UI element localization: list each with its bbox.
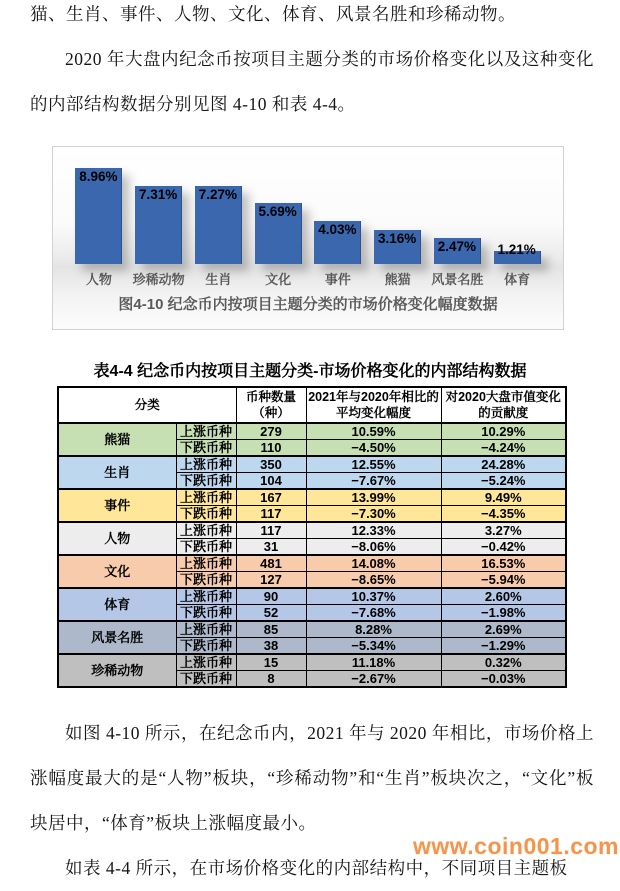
figure-4-10: [52, 146, 564, 330]
change-cell: −8.65%: [306, 572, 441, 589]
chart-bar-2: [135, 186, 182, 264]
sub-label-cell: 上涨币种: [176, 654, 236, 671]
sub-label-cell: 下跌币种: [176, 638, 236, 655]
count-cell: 481: [236, 555, 306, 572]
bar-category-label: 人物: [85, 272, 112, 287]
change-cell: 14.08%: [306, 555, 441, 572]
contribution-cell: 9.49%: [441, 489, 566, 506]
change-cell: −8.06%: [306, 539, 441, 556]
contribution-cell: 24.28%: [441, 456, 566, 473]
change-cell: −5.34%: [306, 638, 441, 655]
contribution-cell: −0.03%: [441, 671, 566, 688]
count-cell: 117: [236, 506, 306, 523]
bar-slot: [189, 147, 249, 264]
category-cell: 体育: [58, 588, 176, 621]
change-cell: 11.18%: [306, 654, 441, 671]
chart-bar-8: [494, 242, 541, 264]
header-change: 2021年与2020年相比的平均变化幅度: [306, 387, 441, 423]
change-cell: 8.28%: [306, 621, 441, 638]
bar-chart-plot: [69, 147, 547, 264]
data-table: [57, 386, 567, 688]
contribution-cell: 2.69%: [441, 621, 566, 638]
contribution-cell: −0.42%: [441, 539, 566, 556]
sub-label-cell: 上涨币种: [176, 588, 236, 605]
category-cell: 事件: [58, 489, 176, 522]
bar-slot: [308, 147, 368, 264]
header-contribution: 对2020大盘市值变化的贡献度: [441, 387, 566, 423]
bar-category-label: 熊猫: [384, 272, 411, 287]
contribution-cell: −5.24%: [441, 473, 566, 490]
sub-label-cell: 上涨币种: [176, 621, 236, 638]
paragraph-continuation: 猫、生肖、事件、人物、文化、体育、风景名胜和珍稀动物。: [30, 4, 516, 24]
contribution-cell: −1.29%: [441, 638, 566, 655]
count-cell: 127: [236, 572, 306, 589]
contribution-cell: −4.35%: [441, 506, 566, 523]
count-cell: 52: [236, 605, 306, 622]
bar-category-label: 珍稀动物: [132, 272, 185, 287]
count-cell: 8: [236, 671, 306, 688]
bar-category-label: 体育: [504, 272, 531, 287]
sub-label-cell: 上涨币种: [176, 522, 236, 539]
header-count: 币种数量（种）: [236, 387, 306, 423]
category-cell: 生肖: [58, 456, 176, 489]
chart-bar-7: [434, 238, 481, 264]
bar-value-label: 8.96%: [79, 169, 118, 184]
bar-value-label: 4.03%: [318, 222, 357, 237]
table-row-up: [58, 654, 566, 671]
bar-value-label: 5.69%: [258, 204, 297, 219]
change-cell: −7.68%: [306, 605, 441, 622]
contribution-cell: 2.60%: [441, 588, 566, 605]
change-cell: −2.67%: [306, 671, 441, 688]
contribution-cell: 10.29%: [441, 423, 566, 440]
bar-slot: [248, 147, 308, 264]
sub-label-cell: 下跌币种: [176, 572, 236, 589]
change-cell: −7.30%: [306, 506, 441, 523]
category-cell: 风景名胜: [58, 621, 176, 654]
table-row-up: [58, 456, 566, 473]
figure-caption: 图4-10 纪念币内按项目主题分类的市场价格变化幅度数据: [118, 296, 498, 313]
count-cell: 90: [236, 588, 306, 605]
category-cell: 人物: [58, 522, 176, 555]
category-cell: 文化: [58, 555, 176, 588]
chart-bar-1: [75, 168, 122, 264]
contribution-cell: −4.24%: [441, 440, 566, 457]
top-text-block: [30, 0, 594, 127]
sub-label-cell: 下跌币种: [176, 671, 236, 688]
bar-category-label: 生肖: [205, 272, 232, 287]
count-cell: 15: [236, 654, 306, 671]
count-cell: 85: [236, 621, 306, 638]
chart-bar-4: [255, 203, 302, 264]
count-cell: 38: [236, 638, 306, 655]
change-cell: −4.50%: [306, 440, 441, 457]
change-cell: 12.33%: [306, 522, 441, 539]
count-cell: 117: [236, 522, 306, 539]
change-cell: 10.37%: [306, 588, 441, 605]
change-cell: 10.59%: [306, 423, 441, 440]
count-cell: 104: [236, 473, 306, 490]
sub-label-cell: 下跌币种: [176, 605, 236, 622]
paragraph-figure-analysis: 如图 4-10 所示，在纪念币内，2021 年与 2020 年相比，市场价格上涨幅度最大的是“人物”板块，“珍稀动物”和“生肖”板块次之，“文化”板块居中，“体育”板块上涨幅度最小。: [30, 723, 594, 833]
sub-label-cell: 下跌币种: [176, 539, 236, 556]
table-row-up: [58, 555, 566, 572]
paragraph-table-analysis: 如表 4-4 所示，在市场价格变化的内部结构中，不同项目主题板: [65, 858, 568, 878]
bar-value-label: 2.47%: [437, 239, 477, 254]
chart-bar-5: [314, 221, 361, 264]
bar-value-label: 7.31%: [138, 187, 178, 202]
sub-label-cell: 上涨币种: [176, 555, 236, 572]
count-cell: 279: [236, 423, 306, 440]
bar-slot: [368, 147, 428, 264]
category-cell: 珍稀动物: [58, 654, 176, 687]
bar-slot: [129, 147, 189, 264]
table-header-row: [58, 387, 566, 423]
chart-bar-3: [195, 186, 242, 264]
count-cell: 350: [236, 456, 306, 473]
watermark: www.coin001.com: [412, 833, 619, 859]
change-cell: −7.67%: [306, 473, 441, 490]
table-row-up: [58, 621, 566, 638]
contribution-cell: 3.27%: [441, 522, 566, 539]
table-row-up: [58, 489, 566, 506]
contribution-cell: 16.53%: [441, 555, 566, 572]
sub-label-cell: 上涨币种: [176, 456, 236, 473]
bar-slot: [428, 147, 488, 264]
contribution-cell: −1.98%: [441, 605, 566, 622]
bottom-text-block: [30, 711, 594, 891]
sub-label-cell: 上涨币种: [176, 489, 236, 506]
contribution-cell: −5.94%: [441, 572, 566, 589]
header-category: 分类: [58, 387, 236, 423]
paragraph-intro: 2020 年大盘内纪念币按项目主题分类的市场价格变化以及这种变化的内部结构数据分别见图 4-10 和表 4-4。: [30, 49, 594, 114]
contribution-cell: 0.32%: [441, 654, 566, 671]
count-cell: 31: [236, 539, 306, 556]
category-cell: 熊猫: [58, 423, 176, 456]
bar-category-label: 文化: [265, 272, 292, 287]
table-title: 表4-4 纪念币内按项目主题分类-市场价格变化的内部结构数据: [93, 363, 527, 380]
bar-slot: [487, 147, 547, 264]
table-row-up: [58, 588, 566, 605]
sub-label-cell: 下跌币种: [176, 473, 236, 490]
bar-slot: [69, 147, 129, 264]
bar-chart-category-labels: [69, 264, 547, 288]
table-row-up: [58, 423, 566, 440]
sub-label-cell: 下跌币种: [176, 440, 236, 457]
sub-label-cell: 下跌币种: [176, 506, 236, 523]
bar-category-label: 事件: [324, 272, 351, 287]
chart-bar-6: [374, 230, 421, 264]
table-row-up: [58, 522, 566, 539]
count-cell: 110: [236, 440, 306, 457]
bar-value-label: 3.16%: [377, 231, 417, 246]
bar-value-label: 7.27%: [198, 187, 238, 202]
bar-value-label: 1.21%: [497, 242, 536, 257]
change-cell: 12.55%: [306, 456, 441, 473]
change-cell: 13.99%: [306, 489, 441, 506]
bar-category-label: 风景名胜: [431, 272, 484, 287]
count-cell: 167: [236, 489, 306, 506]
sub-label-cell: 上涨币种: [176, 423, 236, 440]
